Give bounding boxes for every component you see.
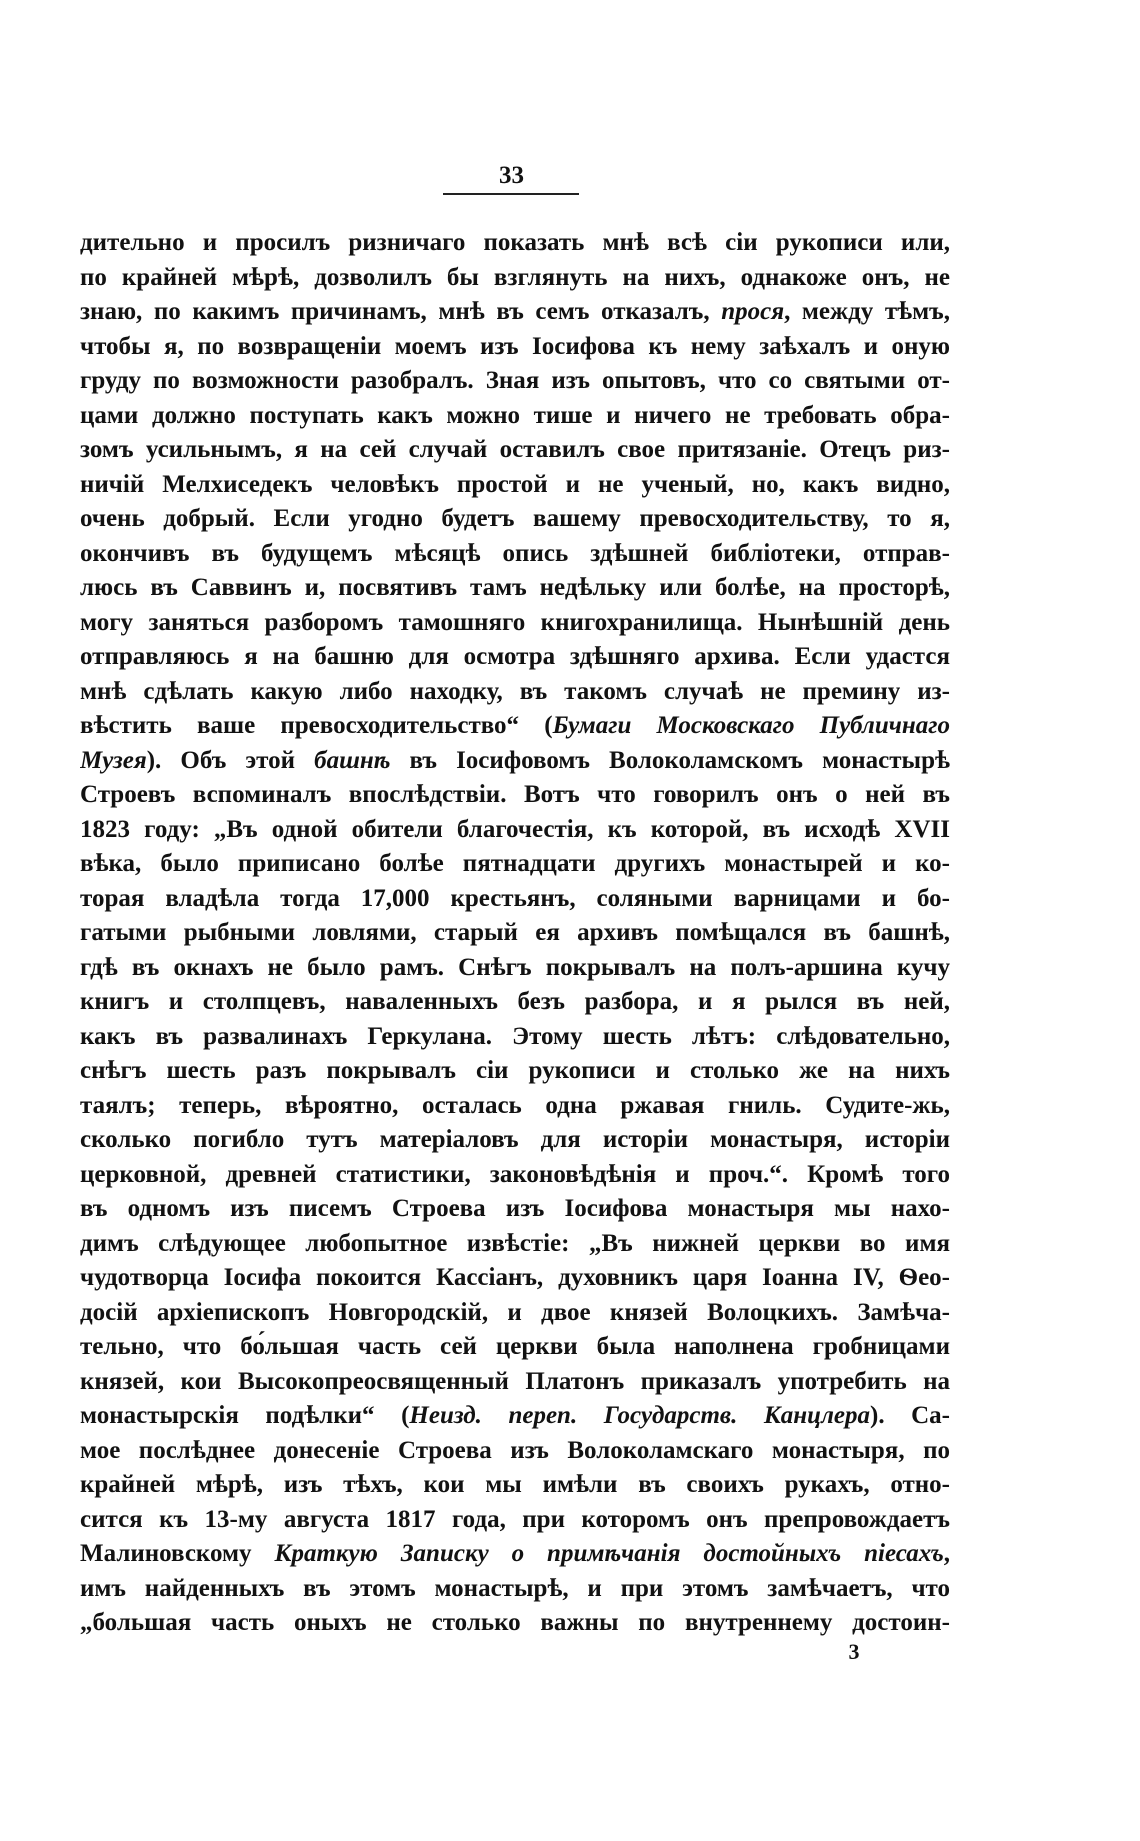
text-segment: въ Іосифовомъ Волоколамскомъ монастырѣ <box>390 746 950 774</box>
text-line: дительно и просилъ ризничаго показать мнѣ всѣ сіи рукописи или, <box>80 229 950 256</box>
text-line <box>80 1537 950 1572</box>
text-line: торая владѣла тогда 17,000 крестьянъ, соляными варницами и бо- <box>80 884 950 912</box>
header-rule <box>443 193 579 195</box>
text-segment: ). Са- <box>870 1402 950 1429</box>
text-line: гдѣ въ окнахъ не было рамъ. Снѣгъ покрывалъ на полъ-аршина кучу <box>80 953 950 981</box>
text-line: мнѣ сдѣлать какую либо находку, въ такомъ случаѣ не премину из- <box>80 677 950 705</box>
signature-mark: 3 <box>848 1639 860 1664</box>
text-segment: монастырскія подѣлки“ ( <box>80 1402 410 1429</box>
text-segment: знаю, по какимъ причинамъ, мнѣ въ семъ отказалъ, <box>80 298 722 325</box>
text-line: Строевъ вспоминалъ впослѣдствіи. Вотъ что говорилъ онъ о ней въ <box>80 781 950 808</box>
text-line: вѣка, было приписано болѣе пятнадцати другихъ монастырей и ко- <box>80 850 950 877</box>
text-segment: ). Объ этой <box>146 746 315 774</box>
italic-text: прося <box>721 298 785 325</box>
text-line: ничій Мелхиседекъ человѣкъ простой и не ученый, но, какъ видно, <box>80 470 950 498</box>
italic-text: Бумаги Московскаго Публичнаго <box>552 712 950 739</box>
italic-text: башнѣ <box>314 746 391 774</box>
text-line: таялъ; теперь, вѣроятно, осталась одна ржавая гниль. Судите-жь, <box>80 1091 950 1119</box>
text-segment: , <box>943 1540 950 1567</box>
text-line: имъ найденныхъ въ этомъ монастырѣ, и при этомъ замѣчаетъ, что <box>80 1574 950 1602</box>
text-line: груду по возможности разобралъ. Зная изъ опытовъ, что со святыми от- <box>80 367 950 394</box>
text-line: сится къ 13-му августа 1817 года, при которомъ онъ препровождаетъ <box>80 1505 950 1533</box>
text-line: чтобы я, по возвращеніи моемъ изъ Іосифова къ нему заѣхалъ и оную <box>80 332 950 360</box>
text-line: димъ слѣдующее любопытное извѣстіе: „Въ нижней церкви во имя <box>80 1229 950 1257</box>
text-line: 1823 году: „Въ одной обители благочестія, къ которой, въ исходѣ XVII <box>80 815 950 843</box>
text-line: зомъ усильнымъ, я на сей случай оставилъ свое притязаніе. Отецъ риз- <box>80 436 950 463</box>
text-line: сколько погибло тутъ матеріаловъ для исторіи монастыря, исторіи <box>80 1126 950 1153</box>
text-segment: вѣстить ваше превосходительство“ ( <box>80 712 553 739</box>
text-line <box>80 709 950 744</box>
text-line: снѣгъ шесть разъ покрывалъ сіи рукописи и столько же на нихъ <box>80 1057 950 1084</box>
italic-text: Краткую Записку о примѣчанія достойныхъ піесахъ <box>274 1540 944 1567</box>
italic-text: Музея <box>80 746 147 774</box>
text-line <box>80 1399 950 1434</box>
text-segment: Малиновскому <box>80 1540 275 1567</box>
page-number: 33 <box>499 162 524 189</box>
text-line: цами должно поступать какъ можно тише и ничего не требовать обра- <box>80 401 950 429</box>
text-line: въ одномъ изъ писемъ Строева изъ Іосифова монастыря мы нахо- <box>80 1195 950 1222</box>
text-line: книгъ и столпцевъ, наваленныхъ безъ разбора, и я рылся въ ней, <box>80 988 950 1015</box>
text-line: люсь въ Саввинъ и, посвятивъ тамъ недѣльку или болѣе, на просторѣ, <box>80 574 950 601</box>
body-text <box>80 226 950 1641</box>
text-line: церковной, древней статистики, законовѣдѣнія и проч.“. Кромѣ того <box>80 1160 950 1188</box>
text-line: отправляюсь я на башню для осмотра здѣшняго архива. Если удастся <box>80 643 950 670</box>
text-line <box>80 295 950 330</box>
text-line: крайней мѣрѣ, изъ тѣхъ, кои мы имѣли въ своихъ рукахъ, отно- <box>80 1471 950 1498</box>
text-line: тельно, что бо́льшая часть сей церкви была наполнена гробницами <box>80 1333 950 1360</box>
text-line: досій архіепископъ Новгородскій, и двое князей Волоцкихъ. Замѣча- <box>80 1298 950 1326</box>
text-line: мое послѣднее донесеніе Строева изъ Волоколамскаго монастыря, по <box>80 1436 950 1464</box>
text-line: гатыми рыбными ловлями, старый ея архивъ помѣщался въ башнѣ, <box>80 919 950 946</box>
text-line: очень добрый. Если угодно будетъ вашему превосходительству, то я, <box>80 505 950 532</box>
italic-text: Неизд. переп. Государств. Канцлера <box>409 1402 871 1429</box>
text-line: окончивъ въ будущемъ мѣсяцѣ опись здѣшней библіотеки, отправ- <box>80 539 950 567</box>
text-line: какъ въ развалинахъ Геркулана. Этому шесть лѣтъ: слѣдовательно, <box>80 1022 950 1050</box>
text-line <box>80 744 950 779</box>
text-segment: , между тѣмъ, <box>784 298 950 325</box>
text-line: князей, кои Высокопреосвященный Платонъ приказалъ употребить на <box>80 1367 950 1395</box>
text-line: чудотворца Іосифа покоится Кассіанъ, духовникъ царя Іоанна IV, Ѳео- <box>80 1264 950 1291</box>
text-line: „большая часть оныхъ не столько важны по внутреннему достоин- <box>80 1609 950 1636</box>
text-line: могу заняться разборомъ тамошняго книгохранилища. Нынѣшній день <box>80 608 950 636</box>
text-line: по крайней мѣрѣ, дозволилъ бы взглянуть на нихъ, однакоже онъ, не <box>80 263 950 291</box>
